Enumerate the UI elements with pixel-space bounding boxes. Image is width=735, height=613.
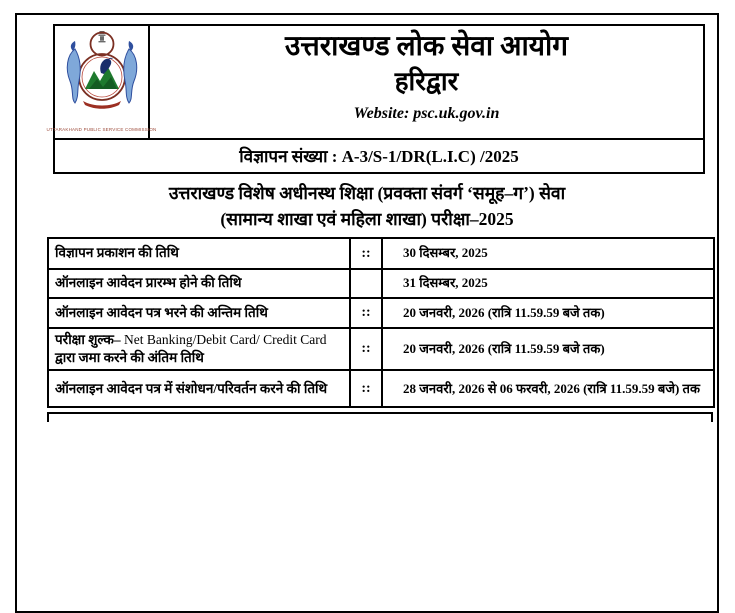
table-row — [48, 269, 714, 298]
row-separator: :: — [350, 328, 382, 370]
exam-title — [17, 180, 717, 232]
row-value: 30 दिसम्बर, 2025 — [382, 238, 714, 269]
org-city: हरिद्वार — [394, 66, 459, 96]
table-row — [48, 370, 714, 407]
row-label: ऑनलाइन आवेदन पत्र भरने की अन्तिम तिथि — [48, 298, 350, 328]
fee-label-hindi-suffix: द्वारा जमा करने की अंतिम तिथि — [55, 350, 204, 366]
row-label — [48, 328, 350, 370]
header-box — [46, 24, 705, 174]
exam-title-line2: (सामान्य शाखा एवं महिला शाखा) परीक्षा–2025 — [220, 209, 514, 229]
table-row — [48, 238, 714, 269]
row-value: 28 जनवरी, 2026 से 06 फरवरी, 2026 (रात्रि 11.59.59 बजे) तक — [382, 370, 714, 407]
row-value: 20 जनवरी, 2026 (रात्रि 11.59.59 बजे तक) — [382, 298, 714, 328]
logo-caption: UTTARAKHAND PUBLIC SERVICE COMMISSION — [46, 127, 157, 132]
fee-label-latin: Net Banking/Debit Card/ Credit Card — [124, 332, 327, 347]
exam-title-line1: उत्तराखण्ड विशेष अधीनस्थ शिक्षा (प्रवक्ता संवर्ग ‘समूह–ग’) सेवा — [168, 183, 566, 203]
row-value: 20 जनवरी, 2026 (रात्रि 11.59.59 बजे तक) — [382, 328, 714, 370]
org-name: उत्तराखण्ड लोक सेवा आयोग — [285, 31, 568, 62]
row-separator — [350, 269, 382, 298]
row-value: 31 दिसम्बर, 2025 — [382, 269, 714, 298]
row-separator: :: — [350, 370, 382, 407]
table-row — [48, 328, 714, 370]
fee-label-hindi-prefix: परीक्षा शुल्क– — [55, 332, 124, 347]
row-separator: :: — [350, 298, 382, 328]
row-label: ऑनलाइन आवेदन पत्र में संशोधन/परिवर्तन करने की तिथि — [48, 370, 350, 407]
row-separator: :: — [350, 238, 382, 269]
document-page — [15, 13, 719, 613]
header-top — [46, 26, 703, 138]
table-row — [48, 298, 714, 328]
row-label: ऑनलाइन आवेदन प्रारम्भ होने की तिथि — [48, 269, 350, 298]
logo-cell — [46, 26, 157, 138]
row-label: विज्ञापन प्रकाशन की तिथि — [48, 238, 350, 269]
next-section-cutoff — [47, 412, 713, 422]
schedule-table — [47, 237, 715, 408]
upsc-emblem-logo-icon — [61, 29, 143, 126]
website-line: Website: psc.uk.gov.in — [353, 104, 500, 122]
advertisement-number: विज्ञापन संख्या : A-3/S-1/DR(L.I.C) /2025 — [55, 138, 703, 172]
title-cell — [150, 26, 703, 138]
